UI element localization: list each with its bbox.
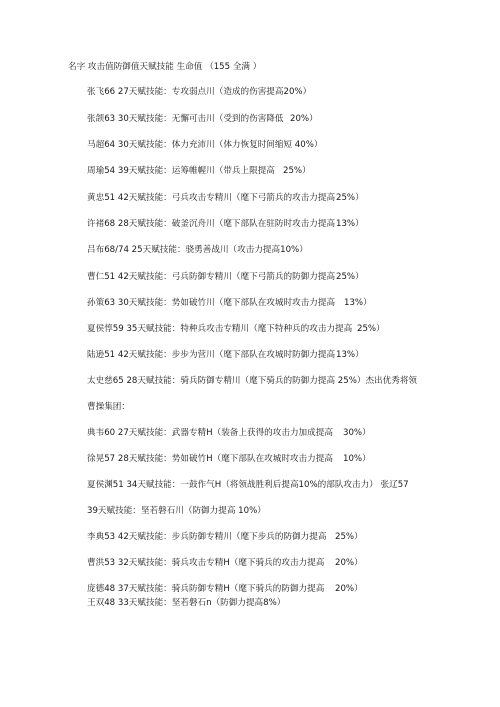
entry-xiahoudun (87, 324, 467, 335)
entry-text: 陆逊51 42天赋技能：步步为营川（麾下部队在攻城时防御力提高 (87, 350, 336, 360)
entry-tail: 20%） (335, 558, 363, 568)
entry-text: 太史慈65 28天赋技能：骑兵防御专精川（麾下骑兵的防御力提高 25%）杰出优秀将领 (87, 376, 418, 386)
group-heading-caocao (87, 402, 130, 413)
entry-text: 典韦60 27天赋技能：武器专精H（装备上获得的攻击力加成提高 (87, 428, 333, 438)
entry-wangshuang (87, 598, 285, 609)
entry-lvbu (87, 245, 308, 256)
entry-text: 夏侯惇59 35天赋技能：特种兵攻击专精川（麾下特种兵的攻击力提高 (87, 324, 353, 334)
entry-zhangfei (87, 87, 311, 98)
entry-text: 吕布68/74 25天赋技能：骁勇善战川（攻击力提高10%） (87, 245, 308, 255)
entry-text: 李典53 42天赋技能：步兵防御专精川（麾下步兵的防御力提高 (87, 532, 327, 542)
entry-tail: 10%） (343, 454, 371, 464)
entry-zhanghe (87, 114, 467, 125)
entry-tail: 13%） (336, 350, 364, 360)
entry-dianwei (87, 428, 467, 439)
entry-text: 夏侯渊51 34天赋技能：一鼓作气H（将领战胜利后提高10%的部队攻击力） 张辽57 (87, 480, 409, 490)
entry-tail: 30%） (343, 428, 371, 438)
entry-xiahouyuan (87, 480, 409, 491)
entry-pangde (87, 584, 467, 595)
entry-machao (87, 140, 323, 151)
entry-text: 周瑜54 39天赋技能：运筹帷幄川（带兵上限提高 (87, 166, 275, 176)
entry-text: 王双48 33天赋技能：坚若磐石n（防御力提高8%） (87, 598, 286, 608)
entry-tail: 13%） (344, 298, 372, 308)
entry-tail: 25%） (335, 532, 363, 542)
entry-caoren (87, 272, 467, 283)
entry-text: 曹仁51 42天赋技能：弓兵防御专精川（麾下弓箭兵的防御力提高 (87, 272, 336, 282)
header-line (68, 62, 261, 73)
entry-text: 张颌63 30天赋技能：无懈可击川（受到的伤害降低 (87, 114, 284, 124)
entry-xuchu (87, 219, 467, 230)
entry-xuhuang (87, 454, 467, 465)
entry-text: 曹洪53 32天赋技能：骑兵攻击专精H（麾下骑兵的攻击力提高 (87, 558, 325, 568)
entry-caohong (87, 558, 467, 569)
entry-huangzhong (87, 193, 467, 204)
entry-text: 庞德48 37天赋技能：骑兵防御专精H（麾下骑兵的防御力提高 (87, 584, 325, 594)
entry-text: 许褚68 28天赋技能：破釜沉舟川（麾下部队在驻防时攻击力提高 (87, 219, 336, 229)
entry-tail: 20%） (290, 114, 318, 124)
entry-text: 39天赋技能：坚若磐石川（防御力提高 10%） (87, 506, 266, 516)
entry-tail: 13%） (336, 219, 364, 229)
entry-text: 曹操集团： (87, 402, 130, 412)
entry-zhouyu (87, 166, 467, 177)
entry-text: 张飞66 27天赋技能：专攻弱点川（造成的伤害提高20%） (87, 87, 312, 97)
entry-text: 黄忠51 42天赋技能：弓兵攻击专精川（麾下弓箭兵的攻击力提高 (87, 193, 336, 203)
entry-tail: 25%） (357, 324, 385, 334)
header-text: 名字 攻击值防御值天赋技能 生命值 （155 全满 ） (68, 62, 262, 72)
entry-tail: 25%） (336, 193, 364, 203)
entry-lidian (87, 532, 467, 543)
entry-text: 马超64 30天赋技能：体力充沛川（体力恢复时间缩短 40%） (87, 140, 323, 150)
entry-taishici (87, 376, 417, 387)
entry-zhangliao-cont (87, 506, 266, 517)
entry-tail: 25%） (336, 272, 364, 282)
entry-text: 徐晃57 28天赋技能：势如破竹H（麾下部队在攻城时攻击力提高 (87, 454, 333, 464)
entry-text: 孙策63 30天赋技能：势如破竹川（麾下部队在攻城时攻击力提高 (87, 298, 336, 308)
entry-tail: 25%） (283, 166, 311, 176)
entry-tail: 20%） (335, 584, 363, 594)
entry-luxun (87, 350, 467, 361)
entry-sunce (87, 298, 467, 309)
